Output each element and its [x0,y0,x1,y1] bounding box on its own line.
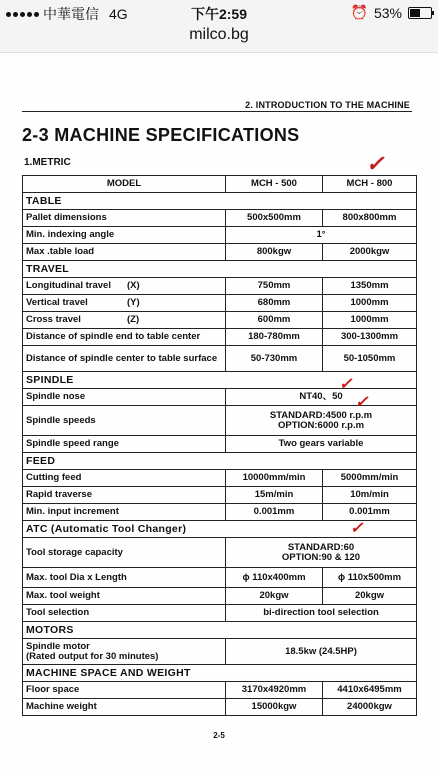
page-title: 2-3 MACHINE SPECIFICATIONS [22,125,300,145]
table-row [23,329,417,346]
value-line: OPTION:6000 r.p.m [277,419,365,431]
section-row [23,372,417,389]
label-text: Longitudinal travel [26,280,111,291]
row-value: 800x800mm [323,210,417,227]
row-label: Distance of spindle end to table center [23,329,226,346]
carrier-label: 中華電信 [43,6,99,22]
clock: 下午2:59 [190,6,248,22]
row-value: 15000kgw [226,699,323,716]
section-space: MACHINE SPACE AND WEIGHT [23,665,417,682]
row-label: Max. tool weight [23,588,226,605]
section-table: TABLE [23,193,417,210]
section-row [23,261,417,278]
row-value: 1° [226,227,417,244]
row-value: 680mm [226,295,323,312]
row-value: 0.001mm [323,504,417,521]
label-line: (Rated output for 30 minutes) [26,650,159,662]
table-row [23,436,417,453]
row-value: 10000mm/min [226,470,323,487]
row-value: 1350mm [323,278,417,295]
checkmark-icon: ✓ [366,151,385,177]
row-value: Two gears variable [226,436,417,453]
battery-percent: 53% [373,4,402,21]
subheading: 1.METRIC [24,157,71,168]
row-value: 1000mm [323,295,417,312]
axis-label: (X) [127,280,140,291]
header-col1: MCH - 500 [226,176,323,193]
axis-label: (Z) [127,314,140,325]
section-header: 2. INTRODUCTION TO THE MACHINE [245,100,410,110]
table-row [23,210,417,227]
row-value: 24000kgw [323,699,417,716]
row-label: Tool selection [23,605,226,622]
row-value: 50-730mm [226,346,323,372]
label-line: Spindle motor [26,640,90,652]
row-label: Spindle speeds [23,406,226,436]
row-value: 600mm [226,312,323,329]
row-value: 20kgw [323,588,417,605]
checkmark-icon: ✓ [350,518,364,537]
table-row [23,278,417,295]
table-row [23,568,417,588]
row-label [23,639,226,665]
alarm-icon: ⏰ [350,4,368,20]
label-text: Vertical travel [26,297,88,308]
row-value: bi-direction tool selection [226,605,417,622]
row-value: ϕ 110x400mm [226,568,323,588]
network-label: 4G [109,6,128,22]
table-row [23,312,417,329]
row-label [23,278,226,295]
url-bar[interactable] [0,24,438,53]
row-label: Machine weight [23,699,226,716]
row-value: 20kgw [226,588,323,605]
url-text: milco.bg [189,26,249,43]
label-text: Cross travel [26,314,81,325]
table-row [23,487,417,504]
section-spindle: SPINDLE [23,372,417,389]
row-value: 180-780mm [226,329,323,346]
row-value: 500x500mm [226,210,323,227]
row-label: Floor space [23,682,226,699]
row-label: Max. tool Dia x Length [23,568,226,588]
row-value: 50-1050mm [323,346,417,372]
row-label: Spindle nose [23,389,226,406]
row-value: ϕ 110x500mm [323,568,417,588]
value-line: STANDARD:4500 r.p.m [269,409,373,421]
checkmark-icon: ✓ [355,392,369,411]
row-value: 2000kgw [323,244,417,261]
row-value: 800kgw [226,244,323,261]
row-label: Pallet dimensions [23,210,226,227]
row-label: Cutting feed [23,470,226,487]
status-bar [0,0,438,24]
row-value [226,406,417,436]
row-value: 5000mm/min [323,470,417,487]
section-row [23,665,417,682]
checkmark-icon: ✓ [339,374,353,393]
row-label: Distance of spindle center to table surface [23,346,226,372]
page-number: 2-5 [213,731,225,740]
table-row [23,639,417,665]
row-label: Min. input increment [23,504,226,521]
row-label [23,312,226,329]
value-line: STANDARD:60 [287,541,355,553]
row-value: 15m/min [226,487,323,504]
table-header-row [23,176,417,193]
status-right [351,4,432,21]
row-label [23,295,226,312]
row-label: Rapid traverse [23,487,226,504]
section-atc: ATC (Automatic Tool Changer) [23,521,417,538]
row-value: 750mm [226,278,323,295]
row-value: NT40、50 [226,389,417,406]
section-travel: TRAVEL [23,261,417,278]
header-rule [22,111,412,112]
table-row [23,588,417,605]
row-value: 0.001mm [226,504,323,521]
row-label: Min. indexing angle [23,227,226,244]
section-motors: MOTORS [23,622,417,639]
document-page [0,53,438,779]
header-model: MODEL [23,176,226,193]
row-label: Spindle speed range [23,436,226,453]
battery-icon [408,7,432,19]
row-value: 4410x6495mm [323,682,417,699]
header-col2: MCH - 800 [323,176,417,193]
row-value: 1000mm [323,312,417,329]
row-value [226,538,417,568]
value-line: OPTION:90 & 120 [281,551,361,563]
section-row [23,622,417,639]
table-row [23,295,417,312]
row-value: 300-1300mm [323,329,417,346]
row-value: 10m/min [323,487,417,504]
section-row [23,193,417,210]
row-label: Max .table load [23,244,226,261]
axis-label: (Y) [127,297,140,308]
table-row [23,470,417,487]
table-row [23,699,417,716]
section-row [23,453,417,470]
row-value: 3170x4920mm [226,682,323,699]
row-value: 18.5kw (24.5HP) [226,639,417,665]
table-row [23,605,417,622]
table-row [23,346,417,372]
table-row [23,682,417,699]
spec-table [22,175,417,716]
row-label: Tool storage capacity [23,538,226,568]
table-row [23,538,417,568]
section-feed: FEED [23,453,417,470]
table-row [23,227,417,244]
table-row [23,244,417,261]
